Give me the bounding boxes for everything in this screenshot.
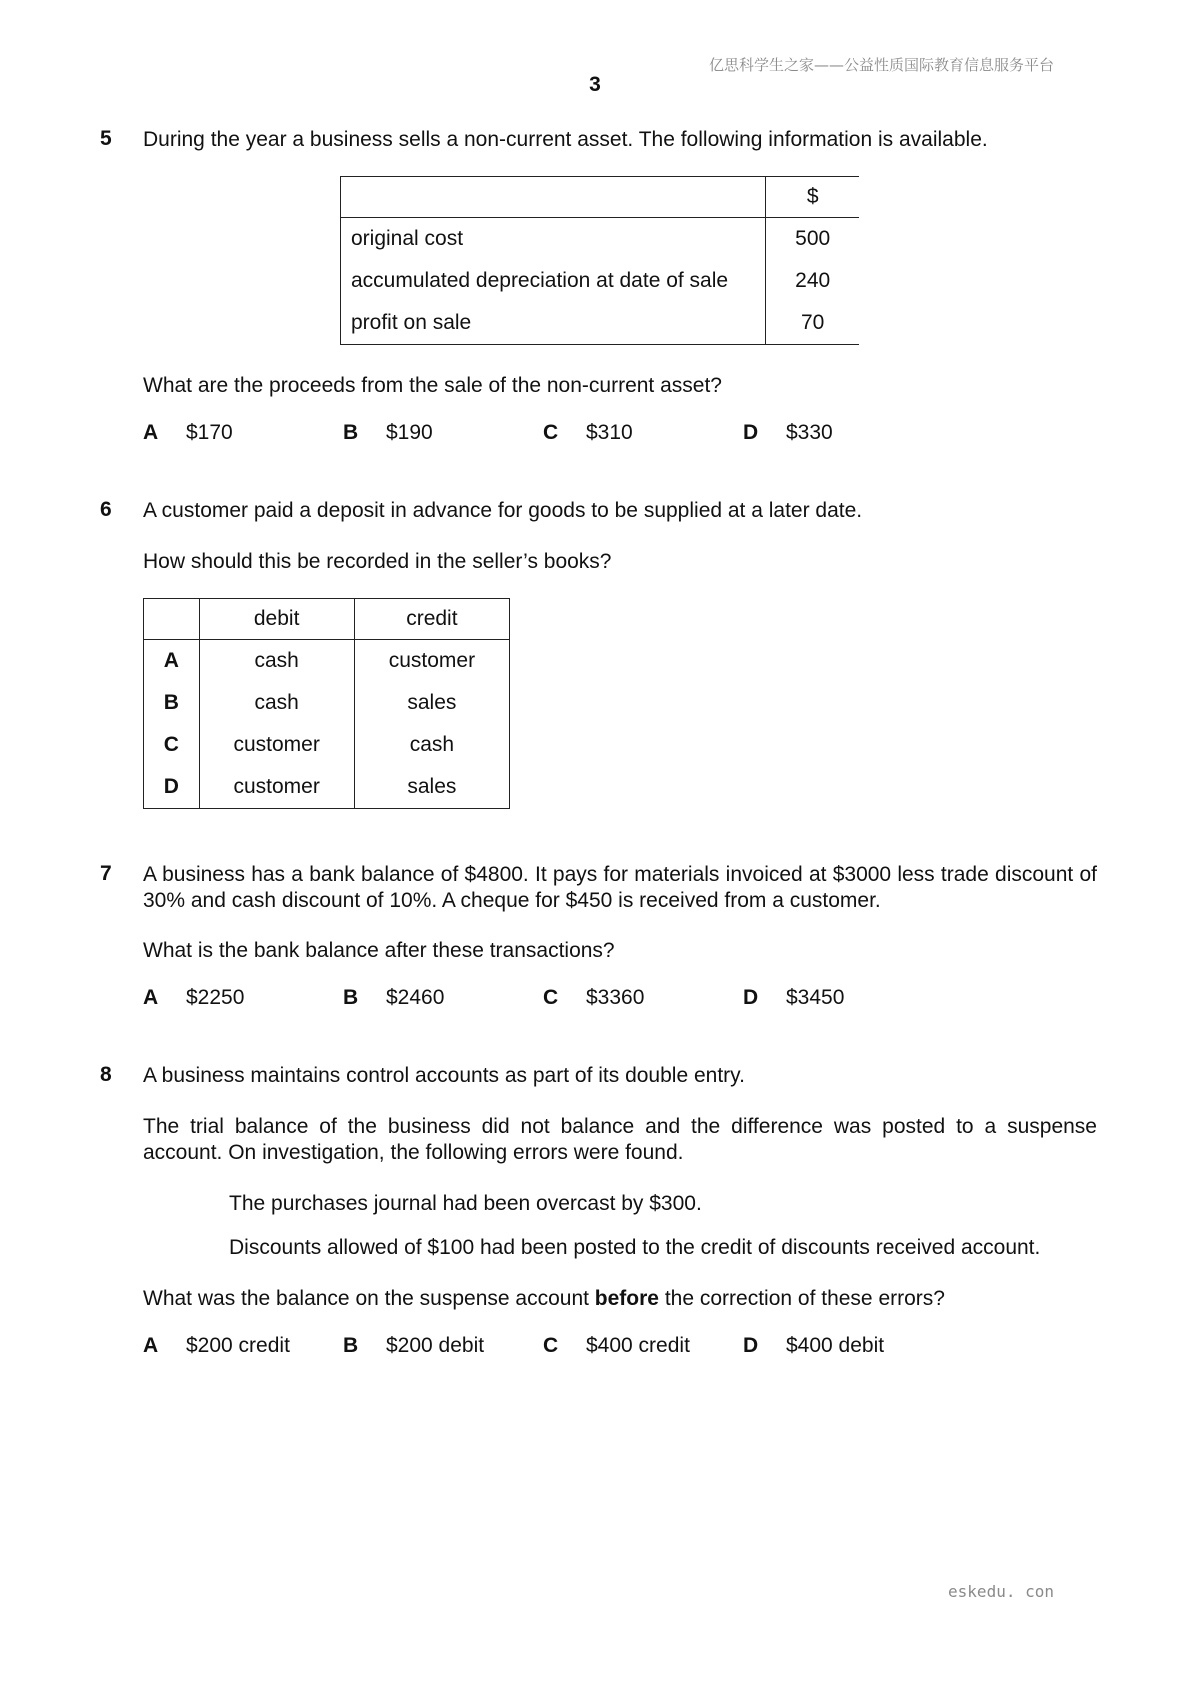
currency-header: $ <box>766 177 859 218</box>
option-b-value: $2460 <box>386 986 445 1009</box>
option-c-letter: C <box>543 421 559 444</box>
prompt-text: the correction of these errors? <box>658 1287 945 1310</box>
option-d-value: $330 <box>786 421 833 444</box>
debit-cell: customer <box>199 766 354 809</box>
table-row-value: 70 <box>766 302 859 345</box>
debit-cell: cash <box>199 640 354 683</box>
asset-sale-table <box>340 176 859 345</box>
question-8-stem: A business maintains control accounts as part of its double entry. <box>143 1064 745 1087</box>
debit-credit-table <box>143 598 510 809</box>
row-letter: C <box>144 724 200 766</box>
option-b-letter: B <box>343 1334 359 1357</box>
table-row-label: original cost <box>341 218 766 261</box>
option-a-value: $2250 <box>186 986 245 1009</box>
option-a-value: $170 <box>186 421 233 444</box>
option-b-value: $190 <box>386 421 433 444</box>
option-d-letter: D <box>743 1334 759 1357</box>
option-c-value: $400 credit <box>586 1334 690 1357</box>
option-b-letter: B <box>343 421 359 444</box>
row-letter: D <box>144 766 200 809</box>
option-d-value: $400 debit <box>786 1334 885 1357</box>
credit-cell: cash <box>354 724 509 766</box>
option-b-value: $200 debit <box>386 1334 485 1357</box>
table-row-label: profit on sale <box>341 302 766 345</box>
question-5-prompt: What are the proceeds from the sale of the non-current asset? <box>143 374 722 397</box>
question-number-7: 7 <box>100 862 112 885</box>
question-5-stem: During the year a business sells a non-current asset. The following information is available. <box>143 128 988 151</box>
question-number-6: 6 <box>100 498 112 521</box>
question-6-prompt: How should this be recorded in the seller’s books? <box>143 550 612 573</box>
option-c-value: $310 <box>586 421 633 444</box>
option-b-letter: B <box>343 986 359 1009</box>
option-a-value: $200 credit <box>186 1334 290 1357</box>
debit-header: debit <box>199 599 354 640</box>
option-a-letter: A <box>143 421 159 444</box>
debit-cell: customer <box>199 724 354 766</box>
error-item: Discounts allowed of $100 had been posted to the credit of discounts received account. <box>229 1236 1041 1259</box>
table-row-label: accumulated depreciation at date of sale <box>341 260 766 302</box>
footer-site-text: eskedu. con <box>948 1582 1054 1601</box>
question-number-8: 8 <box>100 1063 112 1086</box>
row-letter: A <box>144 640 200 683</box>
question-8-paragraph: The trial balance of the business did not balance and the difference was posted to a suspense account. On investigation, the following errors were found. <box>143 1115 1097 1164</box>
question-6-stem: A customer paid a deposit in advance for goods to be supplied at a later date. <box>143 499 863 522</box>
row-letter: B <box>144 682 200 724</box>
credit-cell: sales <box>354 766 509 809</box>
option-a-letter: A <box>143 986 159 1009</box>
question-number-5: 5 <box>100 127 112 150</box>
table-row-value: 500 <box>766 218 859 261</box>
credit-cell: sales <box>354 682 509 724</box>
debit-cell: cash <box>199 682 354 724</box>
option-d-letter: D <box>743 421 759 444</box>
watermark-text: 亿思科学生之家——公益性质国际教育信息服务平台 <box>708 56 1054 74</box>
option-d-letter: D <box>743 986 759 1009</box>
question-7-stem: A business has a bank balance of $4800. It pays for materials invoiced at $3000 less trade discount of 30% and cash discount of 10%. A cheque for $450 is received from a customer. <box>143 863 1097 912</box>
credit-header: credit <box>354 599 509 640</box>
option-c-value: $3360 <box>586 986 645 1009</box>
error-item: The purchases journal had been overcast by $300. <box>229 1192 702 1215</box>
prompt-emphasis: before <box>594 1287 659 1310</box>
option-c-letter: C <box>543 1334 559 1357</box>
table-row-value: 240 <box>766 260 859 302</box>
page-number: 3 <box>589 73 601 96</box>
credit-cell: customer <box>354 640 509 683</box>
option-d-value: $3450 <box>786 986 845 1009</box>
option-c-letter: C <box>543 986 559 1009</box>
option-a-letter: A <box>143 1334 159 1357</box>
question-7-prompt: What is the bank balance after these transactions? <box>143 939 615 962</box>
question-8-prompt <box>143 1286 1097 1312</box>
prompt-text: What was the balance on the suspense account <box>143 1287 595 1310</box>
